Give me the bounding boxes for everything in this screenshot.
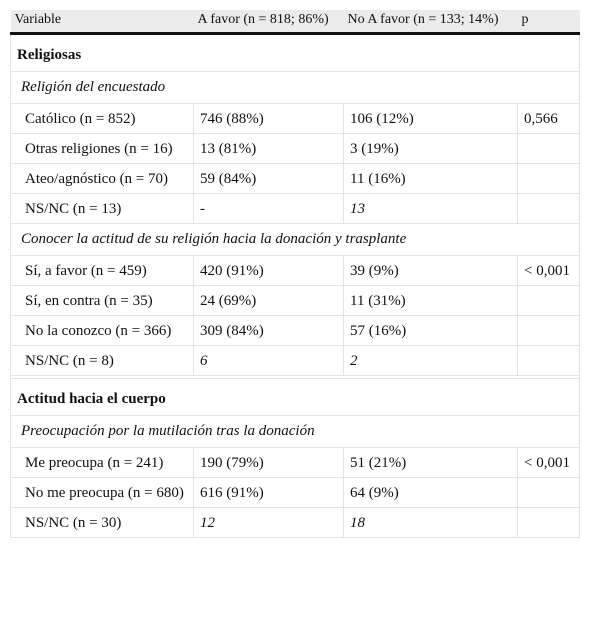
header-row (11, 10, 580, 34)
subsection-row (11, 224, 580, 256)
cell-a-favor: - (194, 194, 344, 224)
subsection-title: Religión del encuestado (11, 72, 580, 104)
section-title: Actitud hacia el cuerpo (11, 379, 580, 416)
table-row (11, 256, 580, 286)
cell-a-favor: 12 (194, 508, 344, 538)
header-p: p (518, 10, 580, 34)
cell-a-favor: 616 (91%) (194, 478, 344, 508)
cell-variable: No la conozco (n = 366) (11, 316, 194, 346)
cell-no-a-favor: 3 (19%) (344, 134, 518, 164)
cell-variable: Ateo/agnóstico (n = 70) (11, 164, 194, 194)
cell-no-a-favor: 39 (9%) (344, 256, 518, 286)
cell-p (518, 508, 580, 538)
cell-no-a-favor: 13 (344, 194, 518, 224)
section-title: Religiosas (11, 34, 580, 72)
cell-variable: Me preocupa (n = 241) (11, 448, 194, 478)
cell-no-a-favor: 57 (16%) (344, 316, 518, 346)
table-row (11, 448, 580, 478)
table-row (11, 286, 580, 316)
table-row (11, 194, 580, 224)
cell-a-favor: 59 (84%) (194, 164, 344, 194)
subsection-row (11, 416, 580, 448)
cell-variable: Sí, a favor (n = 459) (11, 256, 194, 286)
cell-p: < 0,001 (518, 448, 580, 478)
cell-p (518, 194, 580, 224)
subsection-row (11, 72, 580, 104)
cell-a-favor: 6 (194, 346, 344, 376)
cell-variable: NS/NC (n = 8) (11, 346, 194, 376)
cell-p (518, 346, 580, 376)
cell-p: 0,566 (518, 104, 580, 134)
cell-p (518, 316, 580, 346)
cell-no-a-favor: 11 (31%) (344, 286, 518, 316)
cell-p (518, 286, 580, 316)
results-table (10, 10, 580, 538)
cell-no-a-favor: 51 (21%) (344, 448, 518, 478)
cell-variable: NS/NC (n = 13) (11, 194, 194, 224)
table-body (11, 34, 580, 538)
header-no-a-favor: No A favor (n = 133; 14%) (344, 10, 518, 34)
table-row (11, 134, 580, 164)
cell-a-favor: 420 (91%) (194, 256, 344, 286)
cell-variable: NS/NC (n = 30) (11, 508, 194, 538)
table-row (11, 478, 580, 508)
cell-variable: No me preocupa (n = 680) (11, 478, 194, 508)
cell-variable: Católico (n = 852) (11, 104, 194, 134)
header-variable: Variable (11, 10, 194, 34)
subsection-title: Conocer la actitud de su religión hacia la donación y trasplante (11, 224, 580, 256)
cell-a-favor: 190 (79%) (194, 448, 344, 478)
section-row (11, 34, 580, 72)
table-row (11, 316, 580, 346)
cell-a-favor: 746 (88%) (194, 104, 344, 134)
table-row (11, 508, 580, 538)
cell-no-a-favor: 2 (344, 346, 518, 376)
subsection-title: Preocupación por la mutilación tras la donación (11, 416, 580, 448)
cell-variable: Sí, en contra (n = 35) (11, 286, 194, 316)
cell-no-a-favor: 106 (12%) (344, 104, 518, 134)
cell-no-a-favor: 18 (344, 508, 518, 538)
table-row (11, 104, 580, 134)
table-row (11, 346, 580, 376)
cell-p: < 0,001 (518, 256, 580, 286)
cell-no-a-favor: 64 (9%) (344, 478, 518, 508)
header-a-favor: A favor (n = 818; 86%) (194, 10, 344, 34)
cell-a-favor: 24 (69%) (194, 286, 344, 316)
cell-p (518, 164, 580, 194)
cell-variable: Otras religiones (n = 16) (11, 134, 194, 164)
cell-no-a-favor: 11 (16%) (344, 164, 518, 194)
cell-p (518, 134, 580, 164)
table-header (11, 10, 580, 34)
table-row (11, 164, 580, 194)
cell-p (518, 478, 580, 508)
cell-a-favor: 13 (81%) (194, 134, 344, 164)
section-row (11, 379, 580, 416)
cell-a-favor: 309 (84%) (194, 316, 344, 346)
